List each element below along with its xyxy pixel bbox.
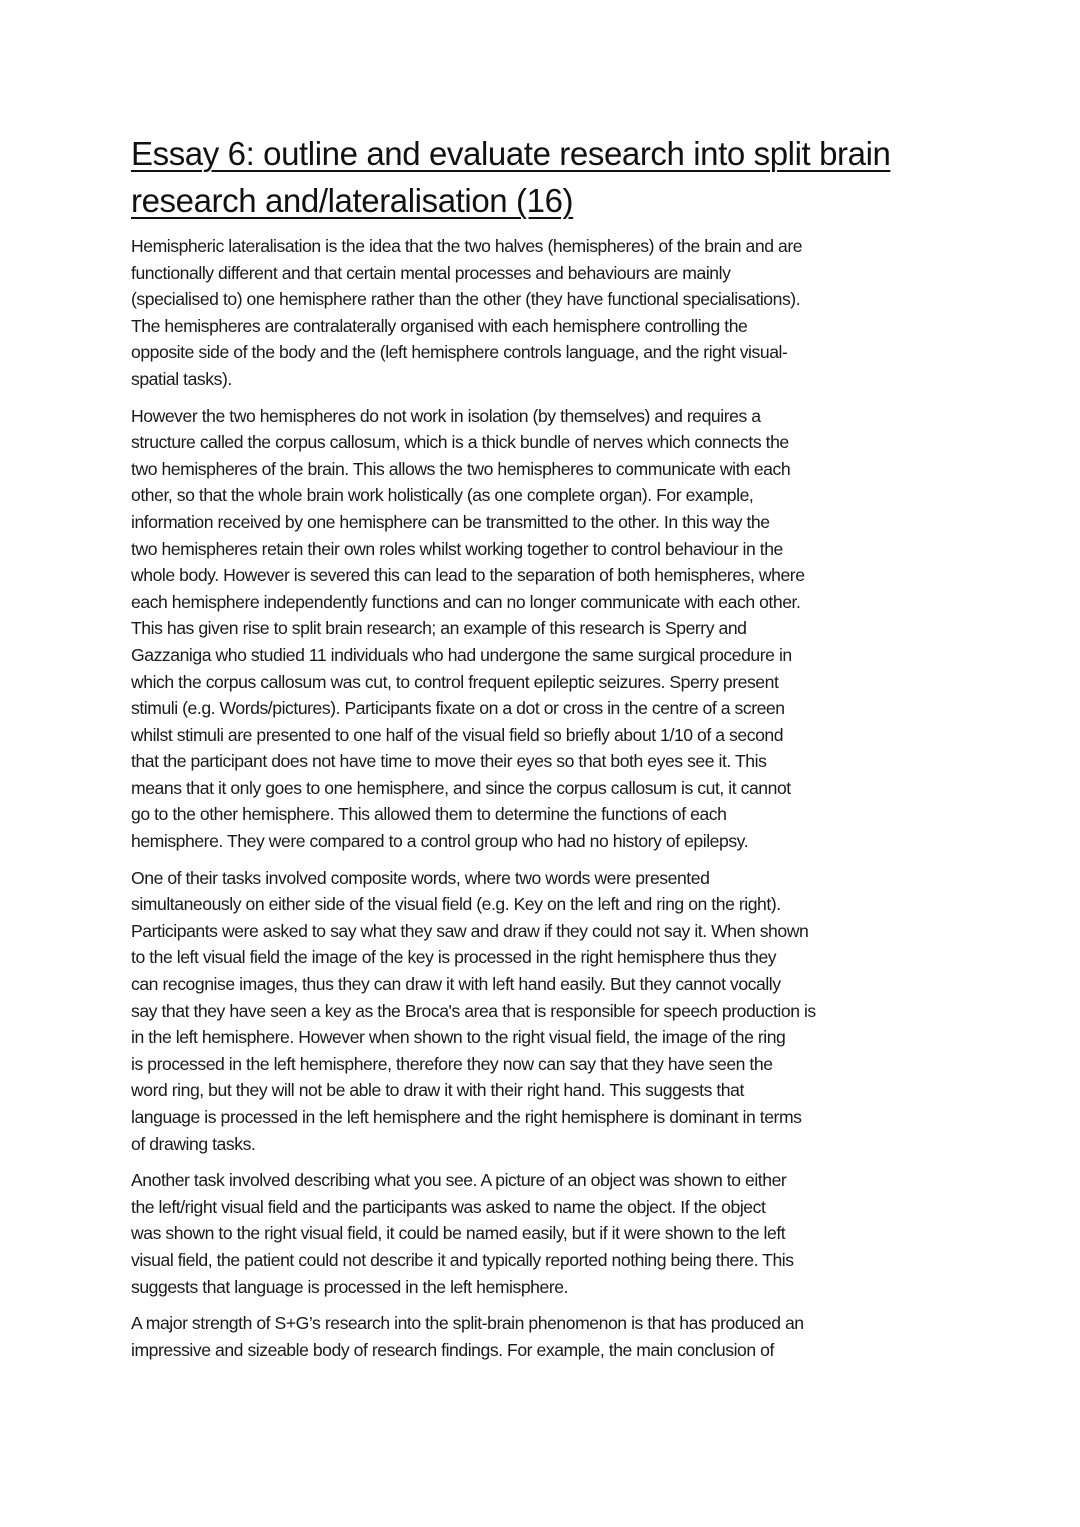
- paragraph-lateralisation-definition: [131, 233, 961, 393]
- text-line: two hemispheres retain their own roles whilst working together to control behaviour in the: [131, 538, 783, 559]
- text-line: can recognise images, thus they can draw it with left hand easily. But they cannot vocally: [131, 974, 781, 995]
- text-line: This has given rise to split brain research; an example of this research is Sperry and: [131, 618, 747, 639]
- essay-body: [131, 233, 961, 1363]
- text-line: stimuli (e.g. Words/pictures). Participants fixate on a dot or cross in the centre of a screen: [131, 698, 785, 719]
- text-line: of drawing tasks.: [131, 1133, 256, 1154]
- text-line: impressive and sizeable body of research findings. For example, the main conclusion of: [131, 1339, 774, 1360]
- text-line: structure called the corpus callosum, which is a thick bundle of nerves which connects the: [131, 432, 789, 453]
- essay-title: [131, 130, 961, 224]
- text-line: the left/right visual field and the participants was asked to name the object. If the object: [131, 1196, 766, 1217]
- text-line: say that they have seen a key as the Broca's area that is responsible for speech production is: [131, 1000, 816, 1021]
- text-line: which the corpus callosum was cut, to control frequent epileptic seizures. Sperry present: [131, 671, 779, 692]
- text-line: that the participant does not have time to move their eyes so that both eyes see it. This: [131, 751, 767, 772]
- text-line: Hemispheric lateralisation is the idea that the two halves (hemispheres) of the brain and are: [131, 236, 803, 256]
- text-line: (specialised to) one hemisphere rather than the other (they have functional specialisations).: [131, 289, 801, 310]
- text-line: information received by one hemisphere can be transmitted to the other. In this way the: [131, 511, 770, 532]
- text-line: opposite side of the body and the (left hemisphere controls language, and the right visual-: [131, 342, 788, 363]
- text-line: to the left visual field the image of the key is processed in the right hemisphere thus they: [131, 947, 777, 968]
- text-line: in the left hemisphere. However when shown to the right visual field, the image of the ring: [131, 1027, 786, 1048]
- paragraph-corpus-callosum-sperry: [131, 403, 961, 855]
- paragraph-describing-task: [131, 1167, 961, 1300]
- text-line: A major strength of S+G’s research into the split-brain phenomenon is that has produced an: [131, 1313, 804, 1334]
- text-line: spatial tasks).: [131, 368, 232, 389]
- text-line: Another task involved describing what you see. A picture of an object was shown to either: [131, 1170, 787, 1191]
- essay-title-line: research and/lateralisation (16): [131, 182, 574, 219]
- text-line: However the two hemispheres do not work in isolation (by themselves) and requires a: [131, 405, 761, 426]
- text-line: was shown to the right visual field, it could be named easily, but if it were shown to the left: [131, 1223, 786, 1244]
- paragraph-evaluation-strength: [131, 1310, 961, 1363]
- text-line: means that it only goes to one hemisphere, and since the corpus callosum is cut, it cannot: [131, 777, 791, 798]
- text-line: Gazzaniga who studied 11 individuals who had undergone the same surgical procedure in: [131, 644, 792, 665]
- text-line: simultaneously on either side of the visual field (e.g. Key on the left and ring on the right).: [131, 894, 781, 915]
- text-line: suggests that language is processed in the left hemisphere.: [131, 1276, 569, 1297]
- paragraph-composite-words-task: [131, 865, 961, 1158]
- document-page: [131, 130, 961, 1373]
- text-line: each hemisphere independently functions and can no longer communicate with each other.: [131, 591, 801, 612]
- text-line: One of their tasks involved composite words, where two words were presented: [131, 867, 710, 888]
- text-line: whilst stimuli are presented to one half of the visual field so briefly about 1/10 of a second: [131, 724, 784, 745]
- text-line: go to the other hemisphere. This allowed them to determine the functions of each: [131, 804, 727, 825]
- text-line: The hemispheres are contralaterally organised with each hemisphere controlling the: [131, 315, 748, 336]
- essay-title-line: Essay 6: outline and evaluate research into split brain: [131, 135, 891, 172]
- text-line: language is processed in the left hemisphere and the right hemisphere is dominant in terms: [131, 1107, 802, 1127]
- text-line: whole body. However is severed this can lead to the separation of both hemispheres, where: [131, 565, 805, 586]
- text-line: other, so that the whole brain work holistically (as one complete organ). For example,: [131, 485, 754, 506]
- text-line: is processed in the left hemisphere, therefore they now can say that they have seen the: [131, 1053, 773, 1074]
- text-line: functionally different and that certain mental processes and behaviours are mainly: [131, 262, 731, 283]
- text-line: visual field, the patient could not describe it and typically reported nothing being there. This: [131, 1249, 794, 1270]
- text-line: word ring, but they will not be able to draw it with their right hand. This suggests that: [131, 1080, 744, 1101]
- text-line: hemisphere. They were compared to a control group who had no history of epilepsy.: [131, 831, 749, 852]
- text-line: Participants were asked to say what they saw and draw if they could not say it. When shown: [131, 920, 809, 941]
- text-line: two hemispheres of the brain. This allows the two hemispheres to communicate with each: [131, 458, 791, 479]
